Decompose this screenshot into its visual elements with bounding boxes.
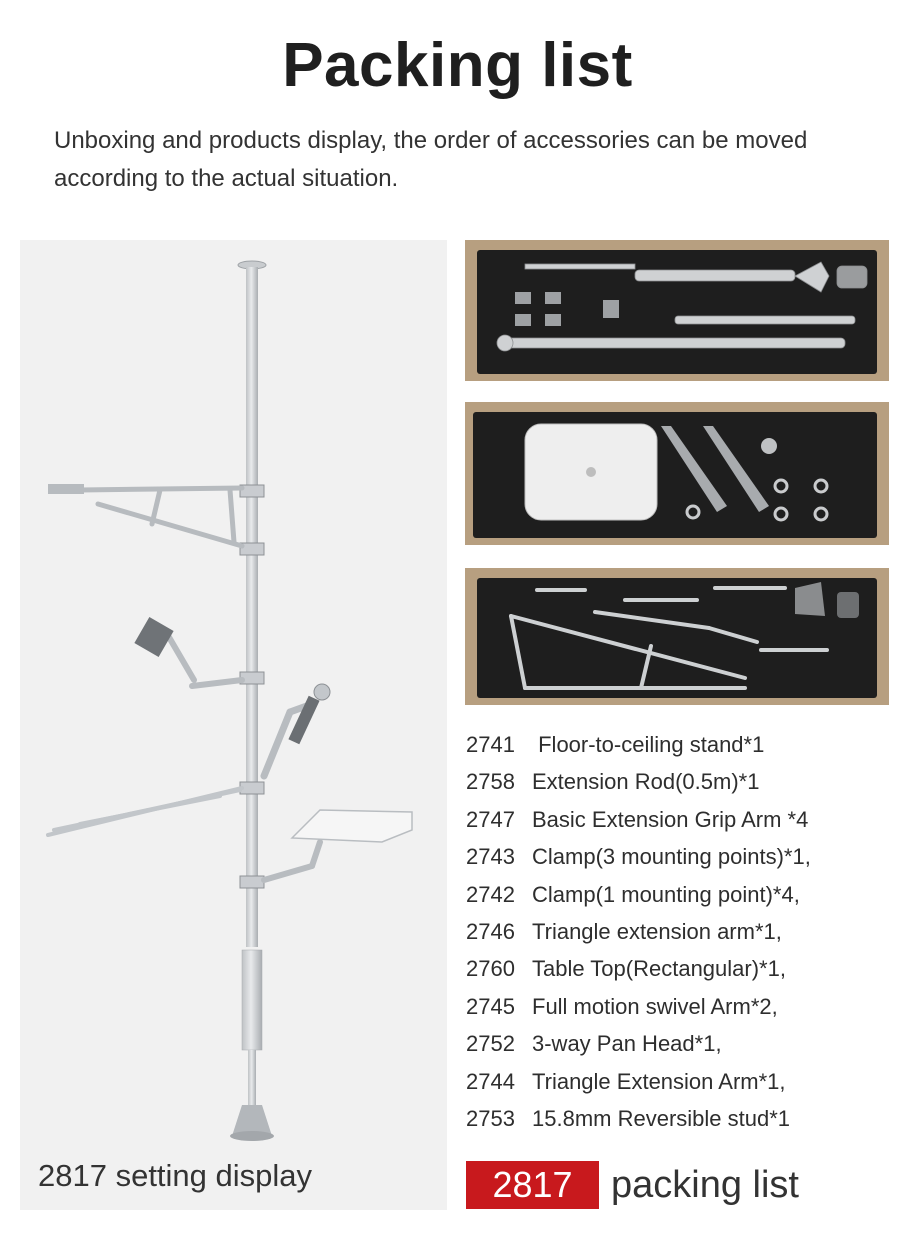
part-code: 2742 (466, 881, 515, 907)
model-badge: 2817 (466, 1161, 599, 1209)
part-label: Full motion swivel Arm*2, (532, 993, 778, 1019)
setting-display-panel (20, 240, 447, 1210)
list-item (466, 876, 896, 913)
part-code: 2758 (466, 769, 515, 795)
part-label: Basic Extension Grip Arm *4 (532, 806, 809, 832)
list-item (466, 726, 896, 763)
parts-list (466, 726, 896, 1137)
list-item (466, 1100, 896, 1137)
list-item (466, 913, 896, 950)
part-label: Floor-to-ceiling stand*1 (532, 732, 765, 757)
part-code: 2744 (466, 1068, 515, 1094)
list-item (466, 838, 896, 875)
part-code: 2741 (466, 732, 515, 757)
packing-list-label: packing list (611, 1164, 799, 1206)
box-photo-rods (465, 240, 889, 381)
part-code: 2760 (466, 956, 515, 982)
page-title: Packing list (282, 31, 633, 100)
part-code: 2752 (466, 1031, 515, 1057)
part-code: 2753 (466, 1105, 515, 1131)
part-code: 2743 (466, 844, 515, 870)
list-item (466, 1063, 896, 1100)
part-label: 15.8mm Reversible stud*1 (532, 1105, 791, 1131)
part-code: 2747 (466, 806, 515, 832)
list-item (466, 988, 896, 1025)
part-label: Triangle extension arm*1, (532, 918, 782, 944)
part-label: Triangle Extension Arm*1, (532, 1068, 786, 1094)
part-label: Table Top(Rectangular)*1, (532, 956, 786, 982)
part-label: 3-way Pan Head*1, (532, 1031, 722, 1057)
list-item (466, 950, 896, 987)
list-item (466, 801, 896, 838)
list-item (466, 1025, 896, 1062)
box-photo-arms (465, 568, 889, 705)
setting-display-caption: 2817 setting display (38, 1158, 313, 1193)
part-label: Extension Rod(0.5m)*1 (532, 769, 760, 795)
part-label: Clamp(1 mounting point)*4, (532, 881, 800, 907)
part-label: Clamp(3 mounting points)*1, (532, 844, 811, 870)
list-item (466, 763, 896, 800)
part-code: 2746 (466, 918, 515, 944)
part-code: 2745 (466, 993, 515, 1019)
box-photo-tabletop (465, 402, 889, 545)
page-subtitle: Unboxing and products display, the order of accessories can be moved according to the actual situation. (54, 127, 808, 192)
stand-setup-illustration (20, 240, 447, 1210)
